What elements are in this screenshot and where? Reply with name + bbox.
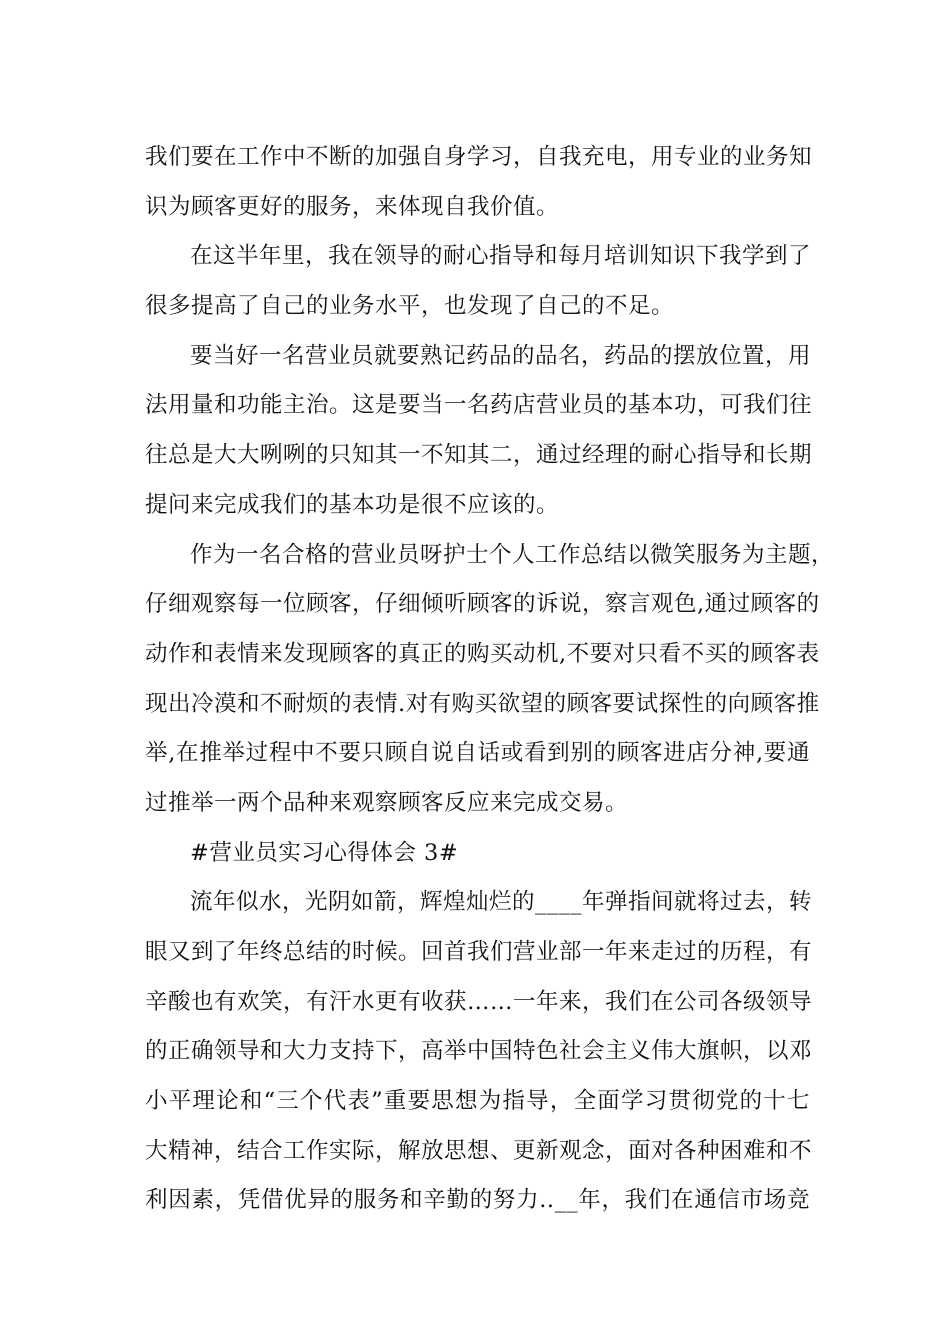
text-line: 流年似水，光阴如箭，辉煌灿烂的____年弹指间就将过去，转 — [190, 889, 813, 916]
section-heading — [145, 829, 810, 879]
text-line: 作为一名合格的营业员呀护士个人工作总结以微笑服务为主题， — [190, 541, 835, 568]
text-line: 现出冷漠和不耐烦的表情.对有购买欲望的顾客要试探性的向顾客推 — [145, 690, 820, 717]
text-line: 利因素，凭借优异的服务和辛勤的努力..__年，我们在通信市场竞 — [145, 1187, 810, 1214]
text-line: 眼又到了年终总结的时候。回首我们营业部一年来走过的历程，有 — [145, 939, 813, 965]
text-line: 我们要在工作中不断的加强自身学习，自我充电，用专业的业务知 — [145, 144, 813, 170]
paragraph — [145, 232, 810, 331]
text-line: #营业员实习心得体会 3# — [190, 839, 459, 866]
text-line: 仔细观察每一位顾客，仔细倾听顾客的诉说，察言观色,通过顾客的 — [145, 591, 820, 618]
text-line: 动作和表情来发现顾客的真正的购买动机,不要对只看不买的顾客表 — [145, 640, 820, 667]
text-line: 大精神，结合工作实际，解放思想、更新观念，面对各种困难和不 — [145, 1137, 813, 1164]
text-line: 识为顾客更好的服务，来体现自我价值。 — [145, 193, 560, 220]
text-line: 往总是大大咧咧的只知其一不知其二，通过经理的耐心指导和长期 — [145, 442, 813, 469]
text-line: 过推举一两个品种来观察顾客反应来完成交易。 — [145, 789, 629, 816]
text-line: 很多提高了自己的业务水平，也发现了自己的不足。 — [145, 293, 675, 320]
paragraph — [145, 531, 835, 829]
text-line: 小平理论和“三个代表”重要思想为指导，全面学习贯彻党的十七 — [145, 1088, 810, 1115]
paragraph — [145, 133, 813, 232]
text-line: 要当好一名营业员就要熟记药品的品名，药品的摆放位置，用 — [190, 342, 812, 369]
text-line: 法用量和功能主治。这是要当一名药店营业员的基本功，可我们往 — [145, 392, 813, 419]
text-line: 在这半年里，我在领导的耐心指导和每月培训知识下我学到了 — [190, 243, 812, 270]
text-line: 提问来完成我们的基本功是很不应该的。 — [145, 491, 560, 518]
text-line: 辛酸也有欢笑，有汗水更有收获……一年来，我们在公司各级领导 — [145, 988, 813, 1015]
text-line: 的正确领导和大力支持下，高举中国特色社会主义伟大旗帜，以邓 — [145, 1038, 813, 1065]
paragraph — [145, 878, 813, 1226]
paragraph — [145, 332, 813, 531]
text-line: 举,在推举过程中不要只顾自说自话或看到别的顾客进店分神,要通 — [145, 740, 810, 767]
document-body — [145, 133, 835, 1226]
